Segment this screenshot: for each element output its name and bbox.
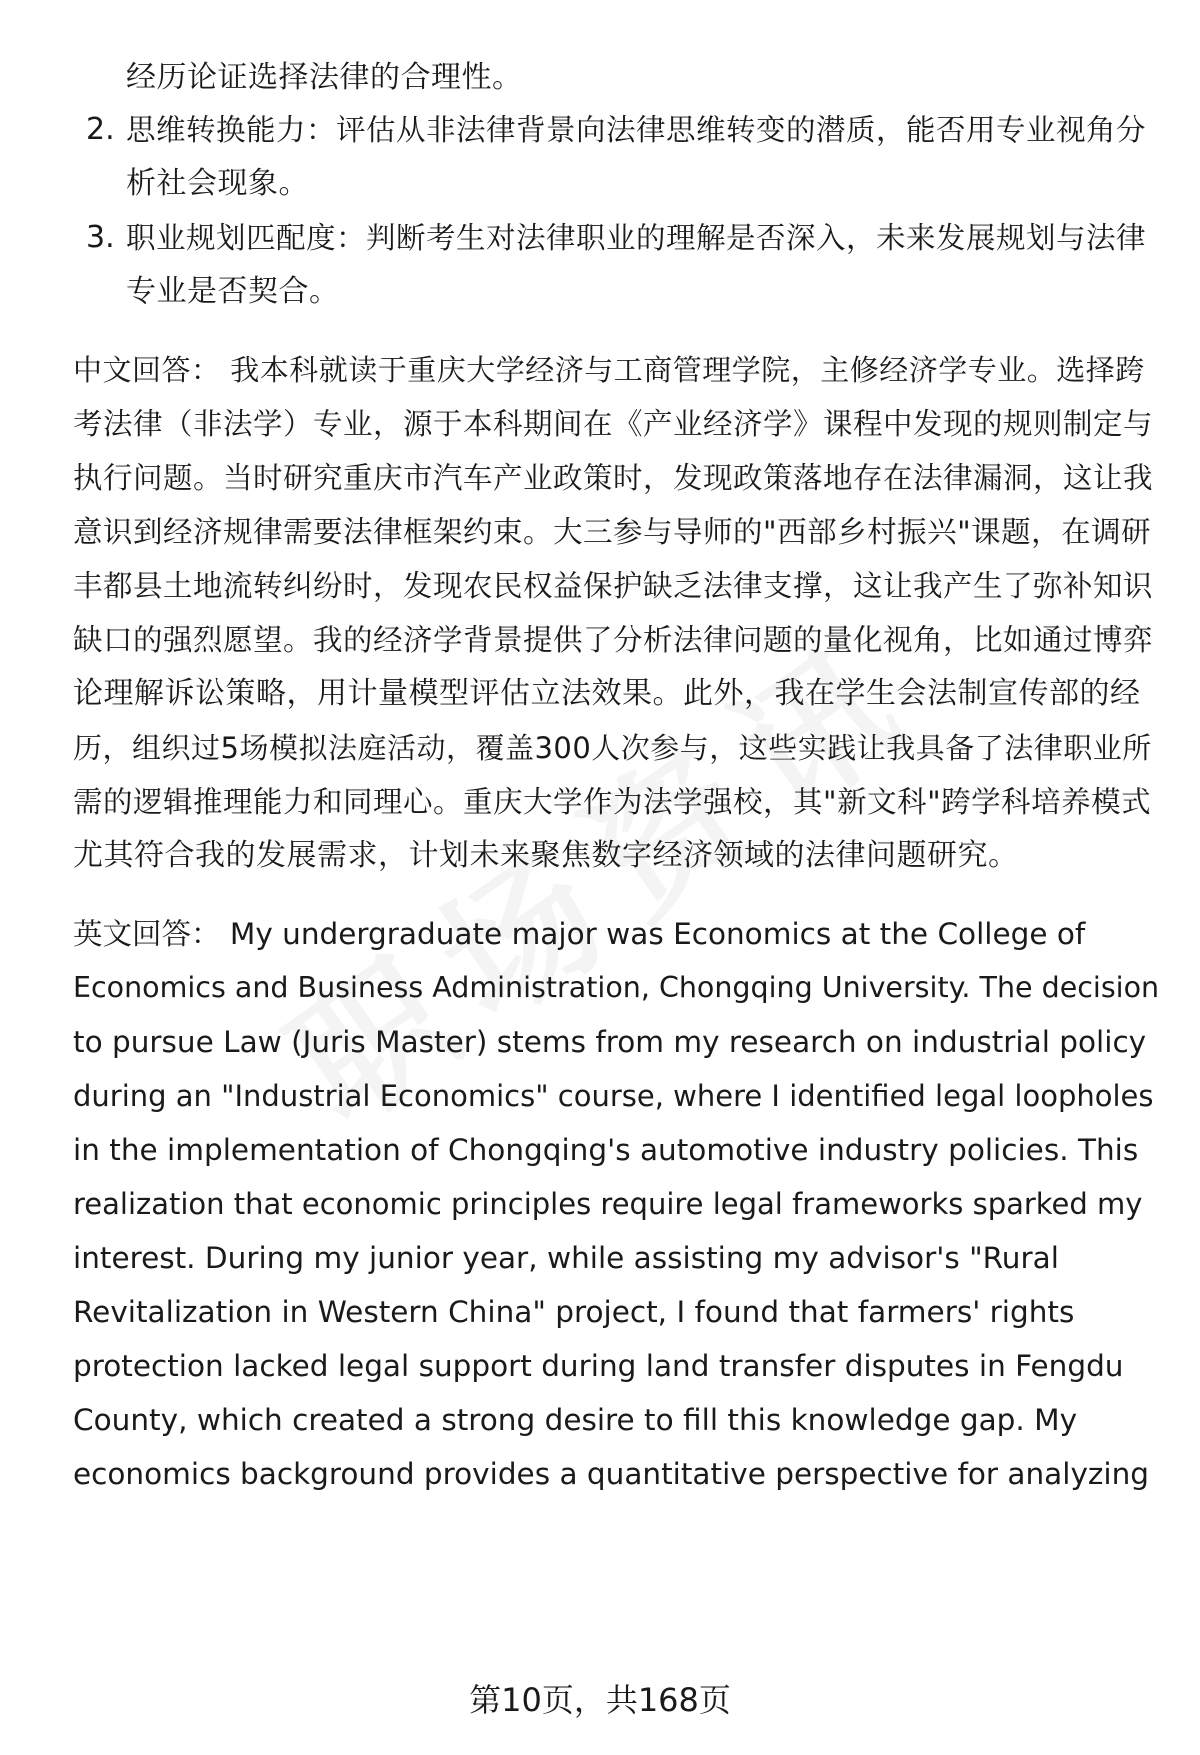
english-answer-line-2: Economics and Business Administration, Chongqing University. The decision bbox=[73, 971, 1160, 1004]
list-item-3-line-2: 专业是否契合。 bbox=[126, 274, 340, 309]
english-answer-line-11: economics background provides a quantitative perspective for analyzing bbox=[73, 1457, 1150, 1491]
english-answer-line-4: during an "Industrial Economics" course, where I identified legal loopholes bbox=[73, 1079, 1154, 1113]
english-answer-line-1: 英文回答： My undergraduate major was Economics at the College of bbox=[73, 917, 1086, 951]
chinese-answer-line-9: 需的逻辑推理能力和同理心。重庆大学作为法学强校，其"新文科"跨学科培养模式 bbox=[73, 785, 1152, 819]
chinese-answer-line-10: 尤其符合我的发展需求，计划未来聚焦数字经济领域的法律问题研究。 bbox=[73, 838, 1019, 873]
english-answer-line-7: interest. During my junior year, while assisting my advisor's "Rural bbox=[73, 1241, 1059, 1275]
chinese-answer-line-4: 意识到经济规律需要法律框架约束。大三参与导师的"西部乡村振兴"课题，在调研 bbox=[73, 515, 1152, 549]
chinese-answer-line-6: 缺口的强烈愿望。我的经济学背景提供了分析法律问题的量化视角，比如通过博弈 bbox=[73, 623, 1154, 657]
chinese-answer-line-1: 中文回答： 我本科就读于重庆大学经济与工商管理学院，主修经济学专业。选择跨 bbox=[73, 353, 1145, 387]
english-answer-line-10: County, which created a strong desire to fill this knowledge gap. My bbox=[73, 1403, 1078, 1437]
chinese-answer-line-7: 论理解诉讼策略，用计量模型评估立法效果。此外，我在学生会法制宣传部的经 bbox=[73, 676, 1141, 711]
list-item-1-line-1: 经历论证选择法律的合理性。 bbox=[126, 60, 523, 95]
chinese-answer-line-2: 考法律（非法学）专业，源于本科期间在《产业经济学》课程中发现的规则制定与 bbox=[73, 407, 1154, 441]
list-number-2: 2. bbox=[86, 112, 115, 147]
list-item-2-line-1: 思维转换能力：评估从非法律背景向法律思维转变的潜质，能否用专业视角分 bbox=[126, 113, 1147, 147]
english-answer-line-6: realization that economic principles require legal frameworks sparked my bbox=[73, 1187, 1143, 1221]
chinese-answer-line-8: 历，组织过5场模拟法庭活动，覆盖300人次参与，这些实践让我具备了法律职业所 bbox=[73, 731, 1152, 765]
list-item-2-line-2: 析社会现象。 bbox=[126, 166, 309, 201]
page-number-footer: 第10页，共168页 bbox=[469, 1681, 731, 1719]
list-item-3-line-1: 职业规划匹配度：判断考生对法律职业的理解是否深入，未来发展规划与法律 bbox=[126, 221, 1147, 255]
chinese-answer-line-5: 丰都县土地流转纠纷时，发现农民权益保护缺乏法律支撑，这让我产生了弥补知识 bbox=[73, 569, 1154, 603]
chinese-answer-line-3: 执行问题。当时研究重庆市汽车产业政策时，发现政策落地存在法律漏洞，这让我 bbox=[73, 461, 1154, 495]
list-number-3: 3. bbox=[86, 220, 115, 255]
english-answer-line-3: to pursue Law (Juris Master) stems from my research on industrial policy bbox=[73, 1025, 1147, 1059]
english-answer-line-8: Revitalization in Western China" project, I found that farmers' rights bbox=[73, 1295, 1075, 1329]
english-answer-line-5: in the implementation of Chongqing's automotive industry policies. This bbox=[73, 1133, 1139, 1167]
english-answer-line-9: protection lacked legal support during land transfer disputes in Fengdu bbox=[73, 1349, 1124, 1383]
